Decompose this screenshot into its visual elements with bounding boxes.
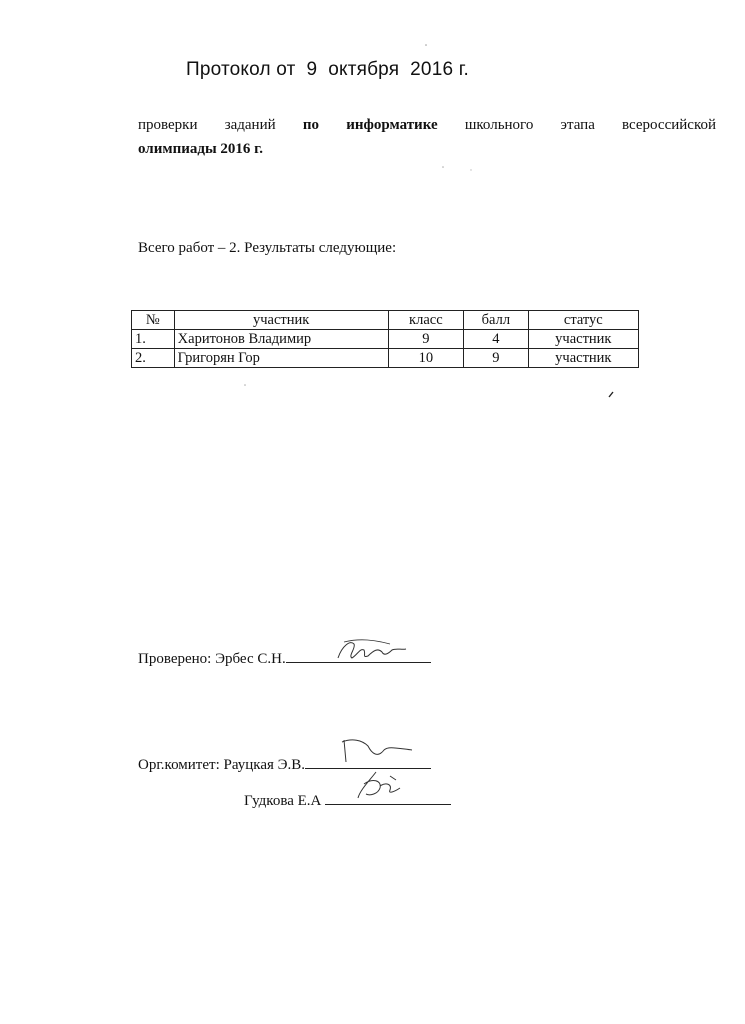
- intro-word: заданий: [224, 117, 276, 133]
- intro-word-bold: по: [302, 117, 319, 133]
- row-score: 4: [464, 330, 529, 349]
- row-num: 2.: [132, 349, 175, 368]
- row-status: участник: [528, 349, 638, 368]
- intro-word: всероссийской: [622, 117, 716, 133]
- row-status: участник: [528, 330, 638, 349]
- intro-subject: информатике: [346, 117, 438, 133]
- header-status: статус: [528, 311, 638, 330]
- header-num: №: [132, 311, 175, 330]
- row-num: 1.: [132, 330, 175, 349]
- committee-label: Орг.комитет: Рауцкая Э.В.: [138, 757, 306, 773]
- row-name: Харитонов Владимир: [174, 330, 388, 349]
- intro-word: этапа: [560, 117, 595, 133]
- header-grade: класс: [388, 311, 463, 330]
- header-score: балл: [464, 311, 529, 330]
- table-row: [132, 349, 639, 368]
- row-name: Григорян Гор: [174, 349, 388, 368]
- row-grade: 9: [388, 330, 463, 349]
- checked-label: Проверено: Эрбес С.Н.: [138, 651, 286, 667]
- table-row: [132, 330, 639, 349]
- header-participant: участник: [174, 311, 388, 330]
- intro-line2: олимпиады 2016 г.: [138, 141, 264, 157]
- handwritten-signature-3: [350, 768, 420, 804]
- second-label: Гудкова Е.А: [244, 793, 322, 809]
- row-grade: 10: [388, 349, 463, 368]
- intro-word: проверки: [138, 117, 198, 133]
- intro-word: школьного: [464, 117, 534, 133]
- results-summary: Всего работ – 2. Результаты следующие:: [138, 240, 397, 256]
- intro-paragraph: [138, 113, 716, 161]
- table-header-row: [132, 311, 639, 330]
- results-table: [131, 310, 639, 368]
- row-score: 9: [464, 349, 529, 368]
- handwritten-signature-1: [330, 636, 410, 666]
- second-signature-line: [244, 790, 451, 810]
- protocol-title: Протокол от 9 октября 2016 г.: [186, 59, 470, 80]
- handwritten-signature-2: [338, 736, 418, 768]
